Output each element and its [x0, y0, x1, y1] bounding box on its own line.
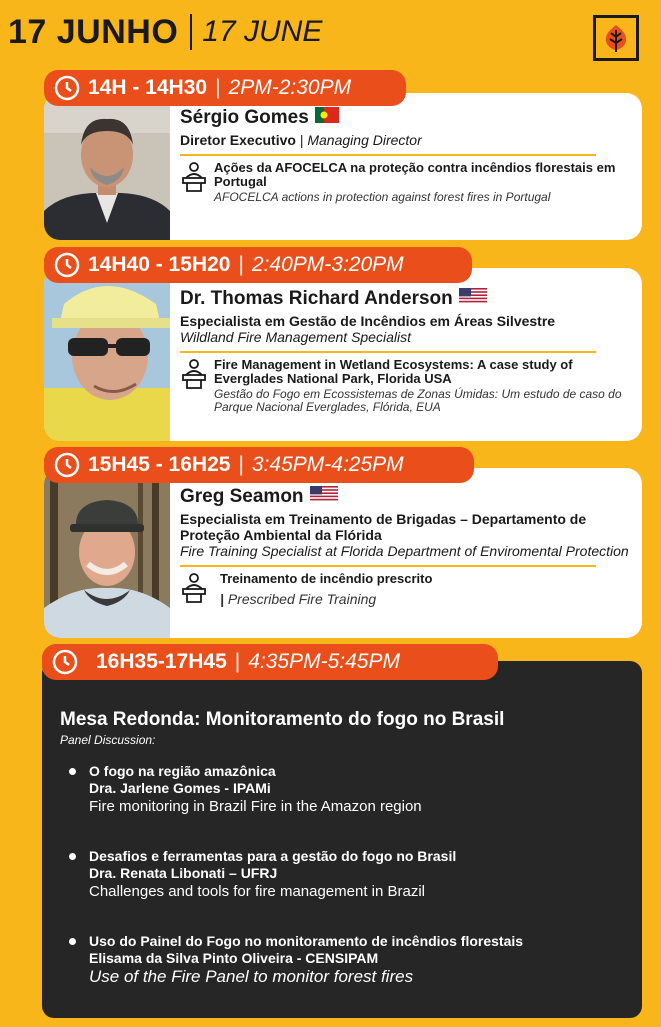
session-time-2: [44, 247, 472, 283]
time-pt: 15H45 - 16H25: [88, 453, 231, 476]
role-pt: Especialista em Treinamento de Brigadas – Departamento de Proteção Ambiental da Flórida: [180, 511, 587, 543]
session-card-2: [44, 268, 642, 441]
panel-item-speaker: Dra. Jarlene Gomes - IPAMi: [89, 780, 271, 796]
session-card-3: [44, 468, 642, 638]
panel-item: [69, 933, 523, 987]
panel-item-speaker: Elisama da Silva Pinto Oliveira - CENSIPAM: [89, 950, 379, 966]
talk-topic: [180, 572, 634, 609]
speaker-photo: [44, 93, 170, 240]
speaker-podium-icon: [180, 572, 220, 609]
session-info: [180, 486, 634, 609]
divider: [180, 351, 596, 353]
panel-item-translation: Challenges and tools for fire management in Brazil: [89, 883, 426, 900]
bullet-icon: [69, 768, 76, 775]
clock-icon: [54, 452, 80, 478]
speaker-name: [180, 486, 634, 508]
speaker-photo: [44, 268, 170, 441]
speaker-name: [180, 288, 634, 310]
topic-pt: Ações da AFOCELCA na proteção contra incêndios florestais em Portugal: [214, 160, 616, 189]
date-portuguese: 17 JUNHO: [8, 12, 179, 51]
panel-item-topic: Desafios e ferramentas para a gestão do fogo no Brasil: [89, 848, 457, 864]
speaker-podium-icon: [180, 358, 214, 414]
topic-pt: Fire Management in Wetland Ecosystems: A case study of Everglades National Park, Florida USA: [214, 357, 573, 386]
date-english: 17 JUNE: [202, 15, 323, 48]
time-separator: |: [234, 650, 241, 673]
panel-time: [42, 644, 498, 680]
tree-leaf-icon: [593, 15, 639, 61]
speaker-name-text: Sérgio Gomes: [180, 107, 309, 128]
topic-en-line: | Prescribed Fire Training: [220, 591, 377, 607]
panel-item-translation: Fire monitoring in Brazil Fire in the Amazon region: [89, 798, 422, 815]
session-time-3: [44, 447, 474, 483]
role-en: Fire Training Specialist at Florida Department of Enviromental Protection: [180, 543, 629, 559]
time-pt: 16H35-17H45: [96, 650, 227, 673]
panel-item-speaker: Dra. Renata Libonati – UFRJ: [89, 865, 278, 881]
panel-item-topic: Uso do Painel do Fogo no monitoramento de incêndios florestais: [89, 933, 524, 949]
divider: [180, 154, 596, 156]
time-separator: |: [215, 76, 221, 99]
panel-item-translation: Use of the Fire Panel to monitor forest fires: [89, 967, 414, 986]
time-en: 2:40PM-3:20PM: [251, 253, 404, 276]
page-header: [8, 8, 322, 56]
panel-item: [69, 763, 422, 816]
role-pt: Diretor Executivo: [180, 132, 296, 148]
clock-icon: [52, 649, 78, 675]
session-info: [180, 107, 634, 204]
talk-topic: [180, 161, 634, 204]
portugal-flag-icon: [315, 107, 339, 129]
clock-icon: [54, 252, 80, 278]
role-en: Managing Director: [307, 132, 422, 148]
time-separator: |: [238, 253, 244, 276]
topic-en: Gestão do Fogo em Ecossistemas de Zonas Úmidas: Um estudo de caso do Parque Nacional Everglades, Flórida, EUA: [214, 387, 622, 414]
session-info: [180, 288, 634, 414]
topic-en: AFOCELCA actions in protection against forest fires in Portugal: [214, 190, 551, 204]
bullet-icon: [69, 938, 76, 945]
time-en: 3:45PM-4:25PM: [251, 453, 404, 476]
role-pt: Especialista em Gestão de Incêndios em Áreas Silvestre: [180, 313, 556, 329]
usa-flag-icon: [310, 486, 338, 508]
time-pt: 14H - 14H30: [88, 76, 208, 99]
session-time-1: [44, 70, 406, 106]
speaker-name-text: Dr. Thomas Richard Anderson: [180, 288, 453, 309]
time-en: 2PM-2:30PM: [228, 76, 352, 99]
panel-title: Mesa Redonda: Monitoramento do fogo no Brasil: [60, 709, 505, 730]
topic-pt: Treinamento de incêndio prescrito: [220, 571, 433, 586]
session-card-1: [44, 93, 642, 240]
panel-discussion-card: [42, 661, 642, 1018]
usa-flag-icon: [459, 288, 487, 310]
panel-subtitle: Panel Discussion:: [60, 733, 156, 747]
panel-item: [69, 848, 456, 901]
topic-en: Prescribed Fire Training: [227, 591, 377, 607]
speaker-photo: [44, 468, 170, 638]
speaker-name: [180, 107, 634, 129]
header-divider: [190, 14, 192, 50]
clock-icon: [54, 75, 80, 101]
speaker-podium-icon: [180, 161, 214, 204]
time-separator: |: [238, 453, 244, 476]
role-en: Wildland Fire Management Specialist: [180, 329, 411, 345]
time-en: 4:35PM-5:45PM: [248, 650, 400, 673]
bullet-icon: [69, 853, 76, 860]
divider: [180, 565, 596, 567]
speaker-role: [180, 511, 634, 559]
speaker-role: [180, 313, 634, 345]
speaker-role: Diretor Executivo | Managing Director: [180, 132, 422, 148]
panel-item-topic: O fogo na região amazônica: [89, 763, 276, 779]
talk-topic: [180, 358, 634, 414]
speaker-name-text: Greg Seamon: [180, 486, 304, 507]
time-pt: 14H40 - 15H20: [88, 253, 231, 276]
